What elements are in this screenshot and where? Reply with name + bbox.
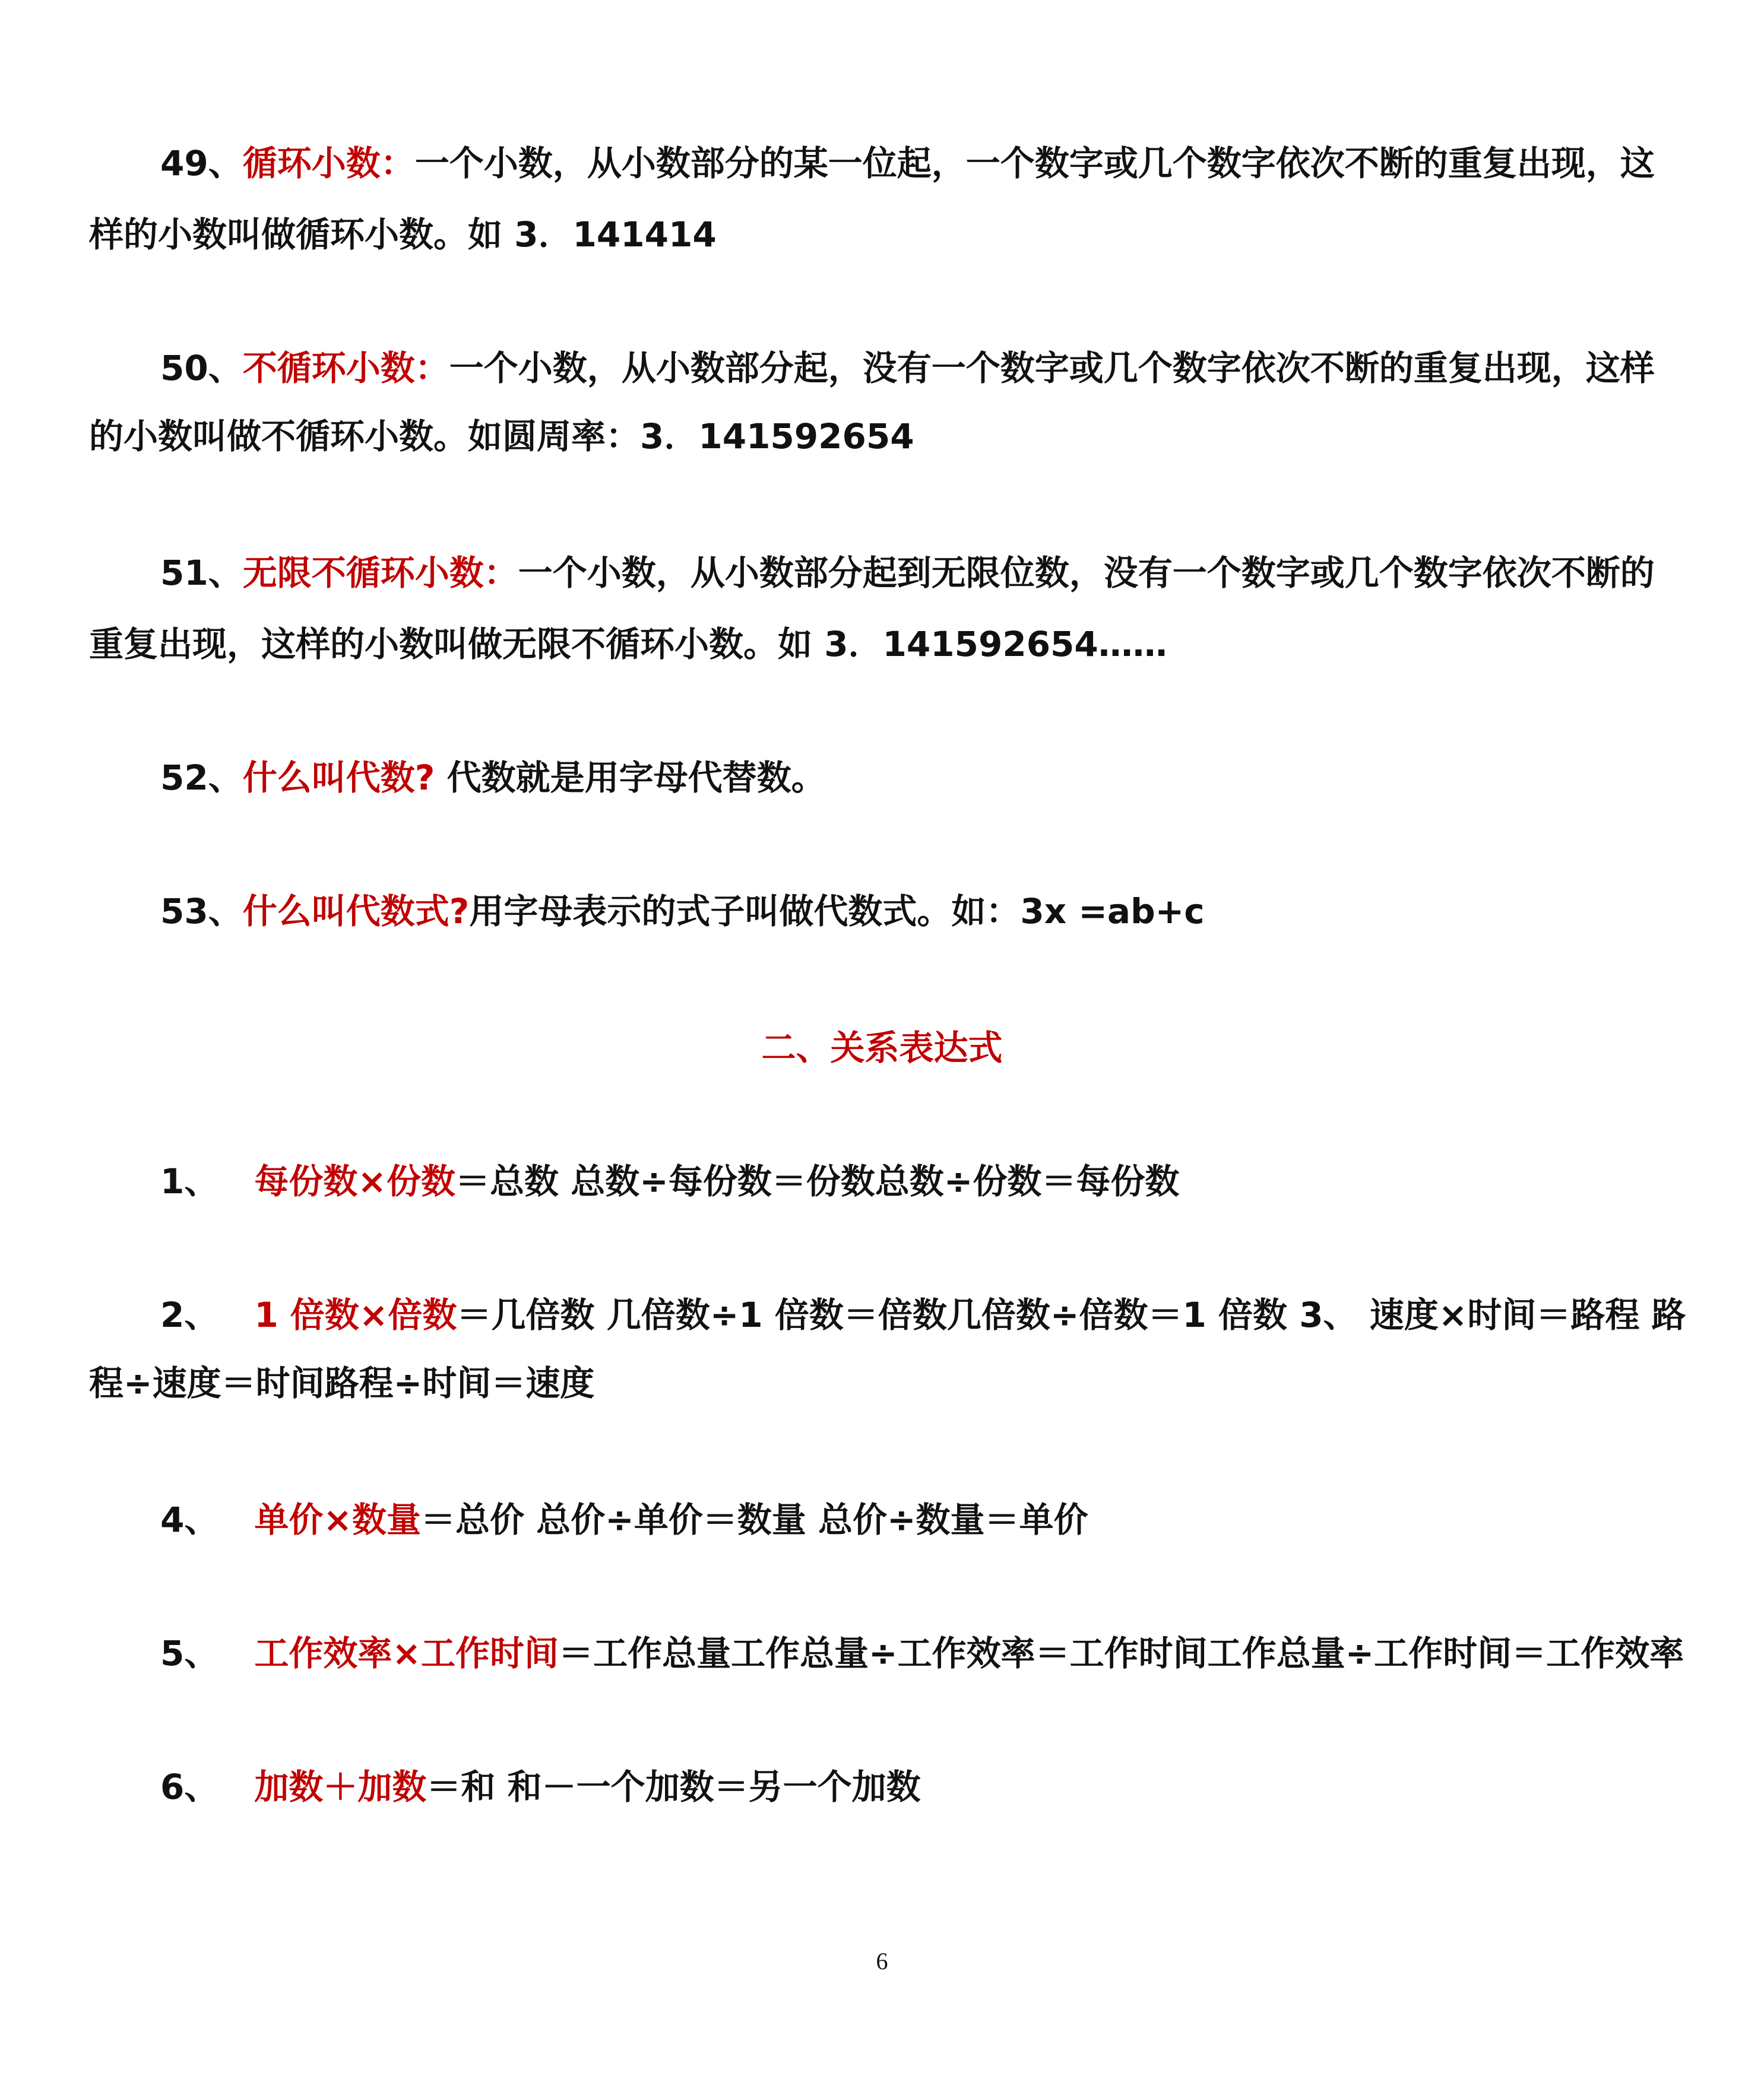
relation-1	[160, 1161, 1179, 1202]
item-number: 53、	[160, 891, 243, 931]
term: 什么叫代数?	[242, 758, 435, 798]
relation-text: ＝几倍数 几倍数÷1 倍数＝倍数几倍数÷倍数＝1 倍数 3、 速度×时间＝路程 路	[457, 1295, 1686, 1335]
relation-text: ＝总数 总数÷每份数＝份数总数÷份数＝每份数	[455, 1161, 1180, 1202]
definition-50-line-1	[160, 347, 1655, 389]
formula: 1 倍数×倍数	[254, 1295, 457, 1335]
relation-text: ＝和 和－一个加数＝另一个加数	[426, 1767, 921, 1807]
item-number: 6、	[160, 1767, 219, 1807]
definition-text: 代数就是用字母代替数。	[435, 758, 826, 798]
definition-text: 重复出现，这样的小数叫做无限不循环小数。如 3．141592654……	[89, 624, 1167, 664]
definition-50-line-2	[89, 416, 914, 457]
definition-text: 样的小数叫做循环小数。如 3．141414	[89, 214, 717, 255]
term: 循环小数：	[242, 143, 415, 183]
item-number: 5、	[160, 1633, 219, 1674]
relation-text: ＝总价 总价÷单价＝数量 总价÷数量＝单价	[420, 1500, 1088, 1540]
relation-2-line-1	[160, 1294, 1686, 1336]
item-number: 51、	[160, 553, 243, 593]
item-number: 2、	[160, 1295, 219, 1335]
definition-51-line-1	[160, 552, 1655, 594]
item-number: 49、	[160, 143, 243, 183]
definition-text: 一个小数，从小数部分起，没有一个数字或几个数字依次不断的重复出现，这样	[449, 348, 1655, 388]
item-number: 4、	[160, 1500, 219, 1540]
term: 什么叫代数式?	[242, 891, 470, 931]
section-heading: 二、关系表达式	[761, 1028, 1003, 1068]
term: 不循环小数：	[242, 348, 449, 388]
relation-6	[160, 1766, 921, 1808]
definition-49-line-1	[160, 142, 1655, 184]
definition-53	[160, 890, 1205, 932]
term: 无限不循环小数：	[242, 553, 518, 593]
definition-51-line-2	[89, 623, 1167, 665]
definition-text: 一个小数，从小数部分起到无限位数，没有一个数字或几个数字依次不断的	[518, 553, 1655, 593]
page-number: 6	[876, 1948, 888, 1974]
definition-52	[160, 757, 826, 798]
relation-5	[160, 1633, 1684, 1674]
formula: 加数＋加数	[254, 1767, 427, 1807]
formula: 工作效率×工作时间	[254, 1633, 559, 1674]
item-number: 1、	[160, 1161, 219, 1202]
relation-2-line-2	[89, 1362, 594, 1404]
definition-text: 的小数叫做不循环小数。如圆周率：3．141592654	[89, 416, 914, 457]
relation-text: ＝工作总量工作总量÷工作效率＝工作时间工作总量÷工作时间＝工作效率	[558, 1633, 1684, 1674]
definition-text: 用字母表示的式子叫做代数式。如：3x =ab+c	[469, 891, 1205, 931]
formula: 单价×数量	[254, 1500, 421, 1540]
definition-49-line-2	[89, 214, 717, 255]
definition-text: 一个小数，从小数部分的某一位起，一个数字或几个数字依次不断的重复出现，这	[414, 143, 1655, 183]
formula: 每份数×份数	[254, 1161, 455, 1202]
relation-text: 程÷速度＝时间路程÷时间＝速度	[89, 1363, 595, 1403]
relation-4	[160, 1499, 1088, 1541]
item-number: 52、	[160, 758, 243, 798]
item-number: 50、	[160, 348, 243, 388]
